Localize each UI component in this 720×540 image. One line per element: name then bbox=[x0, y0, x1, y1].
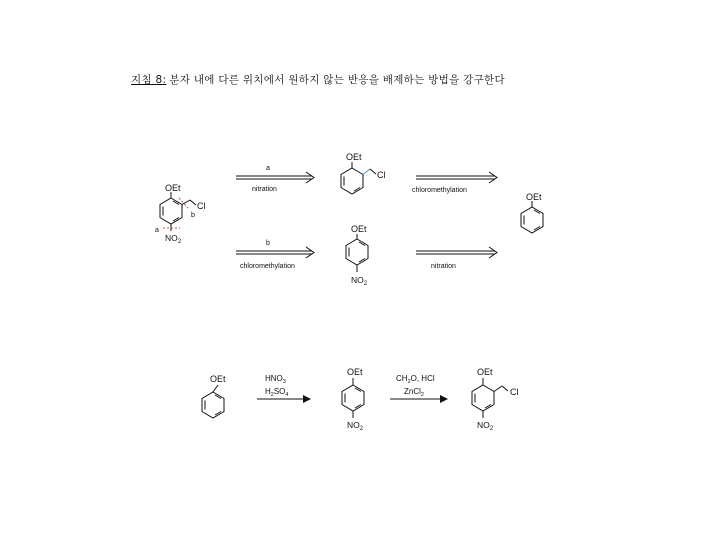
disconnection-b-label: b bbox=[191, 212, 195, 219]
route-b-arrow1-top-label: b bbox=[266, 240, 270, 247]
retro-arrow-route-a-2 bbox=[412, 172, 497, 194]
route-a-intermediate-oet-label: OEt bbox=[346, 152, 362, 162]
retro-arrow-route-b-2 bbox=[416, 247, 497, 270]
synthesis-arrow-step2 bbox=[390, 374, 447, 399]
route-a-intermediate-cl-label: Cl bbox=[377, 170, 386, 180]
synthesis-product-cl-label: Cl bbox=[510, 387, 519, 397]
synthesis-product-no2-label: $NO_2$ bbox=[477, 420, 494, 432]
synthesis-start-molecule bbox=[202, 374, 226, 418]
route-a-arrow1-top-label: a bbox=[266, 165, 270, 172]
route-b-intermediate-molecule bbox=[346, 224, 368, 287]
synthesis-start-oet-label: OEt bbox=[210, 374, 226, 384]
step1-reagent-hno3: $HNO_3$ bbox=[265, 374, 286, 385]
target-no2-label: $NO_2$ bbox=[165, 233, 182, 245]
synthesis-product-molecule bbox=[472, 367, 519, 432]
target-oet-label: OEt bbox=[165, 183, 181, 193]
step1-reagent-h2so4: $H_2SO_4$ bbox=[265, 387, 289, 398]
synthesis-arrow-step1 bbox=[257, 374, 310, 399]
disconnection-a-label: a bbox=[155, 227, 159, 234]
target-cl-label: Cl bbox=[197, 201, 206, 211]
synthesis-product-oet-label: OEt bbox=[477, 367, 493, 377]
retro-start-oet-label: OEt bbox=[526, 192, 542, 202]
step2-reagent-zncl2: ZnCl$_2$ bbox=[404, 387, 424, 398]
synthesis-intermediate-molecule bbox=[342, 367, 364, 432]
route-b-arrow1-bottom-label: chloromethylation bbox=[240, 263, 295, 270]
target-molecule bbox=[155, 183, 206, 245]
retro-start-molecule bbox=[521, 192, 543, 233]
synthesis-intermediate-oet-label: OEt bbox=[347, 367, 363, 377]
retro-arrow-route-b-1 bbox=[236, 240, 314, 270]
step2-reagent-ch2o-hcl: $CH_2O$, HCl bbox=[396, 374, 435, 385]
guideline-label: 지침 8: bbox=[131, 74, 167, 86]
retro-arrow-route-a-1 bbox=[236, 165, 314, 193]
route-a-arrow2-label: chloromethylation bbox=[412, 187, 467, 194]
route-b-intermediate-oet-label: OEt bbox=[351, 224, 367, 234]
route-b-arrow2-label: nitration bbox=[431, 263, 456, 270]
guideline-text: 분자 내에 다른 위치에서 원하지 않는 반응을 배제하는 방법을 강구한다 bbox=[169, 74, 505, 86]
route-a-intermediate-molecule bbox=[341, 152, 386, 194]
route-b-intermediate-no2-label: $NO_2$ bbox=[351, 275, 368, 287]
synthesis-intermediate-no2-label: $NO_2$ bbox=[347, 420, 364, 432]
route-a-arrow1-bottom-label: nitration bbox=[252, 186, 277, 193]
